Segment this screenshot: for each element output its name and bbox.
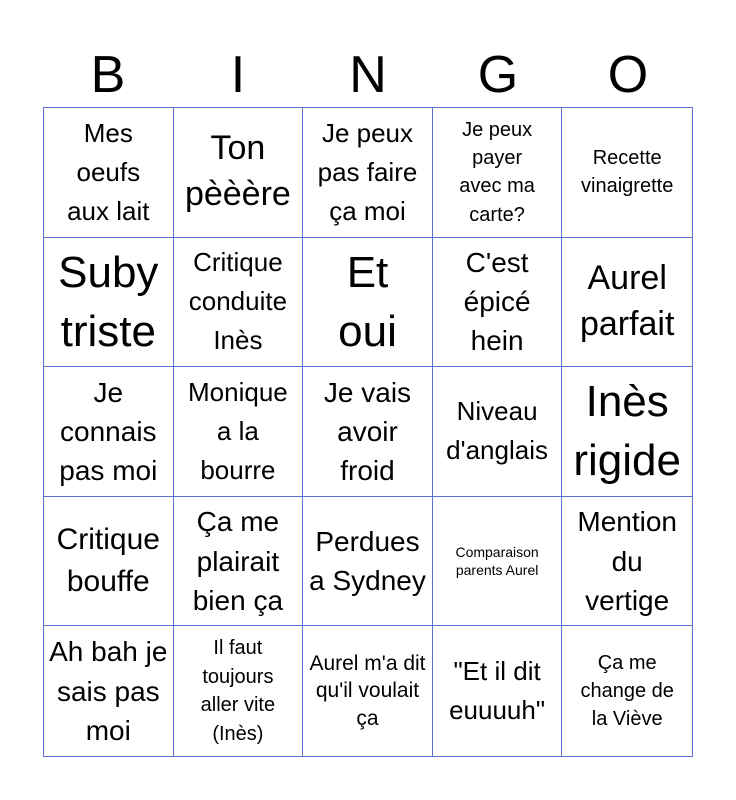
bingo-cell[interactable] xyxy=(433,238,563,368)
header-letter-o: O xyxy=(607,46,649,104)
cell-text: Aurel parfait xyxy=(579,259,675,343)
cell-text: Niveau d'anglais xyxy=(446,396,548,466)
bingo-cell[interactable] xyxy=(433,367,563,497)
cell-text: Critique bouffe xyxy=(56,523,160,599)
bingo-cell[interactable] xyxy=(433,108,563,238)
bingo-cell[interactable] xyxy=(562,497,692,627)
bingo-cell[interactable] xyxy=(562,626,692,756)
cell-text: Critique conduite Inès xyxy=(188,247,288,356)
cell-text: Ton pèèère xyxy=(184,129,291,214)
bingo-cell[interactable] xyxy=(44,238,174,368)
cell-text: Ça me change de la Viève xyxy=(580,651,674,731)
cell-text: Perdues a Sydney xyxy=(309,525,426,597)
header-letter-n: N xyxy=(349,46,387,104)
cell-text: Ah bah je sais pas moi xyxy=(49,636,168,746)
cell-text: Je peux payer avec ma carte? xyxy=(459,118,535,226)
bingo-cell[interactable] xyxy=(303,108,433,238)
bingo-cell[interactable] xyxy=(303,238,433,368)
cell-text: Mention du vertige xyxy=(577,506,677,616)
bingo-cell[interactable] xyxy=(174,626,304,756)
bingo-cell[interactable] xyxy=(174,108,304,238)
bingo-board xyxy=(43,107,693,757)
bingo-cell[interactable] xyxy=(174,238,304,368)
bingo-cell[interactable] xyxy=(433,497,563,627)
cell-text: Aurel m'a dit qu'il voulait ça xyxy=(309,651,426,731)
bingo-cell[interactable] xyxy=(174,367,304,497)
cell-text: Comparaison parents Aurel xyxy=(455,543,539,579)
bingo-cell[interactable] xyxy=(174,497,304,627)
bingo-cell[interactable] xyxy=(303,497,433,627)
bingo-cell[interactable] xyxy=(562,108,692,238)
cell-text: C'est épicé hein xyxy=(463,247,531,357)
header-letter-b: B xyxy=(90,46,126,104)
cell-text: Je vais avoir froid xyxy=(323,376,412,487)
cell-text: Et oui xyxy=(338,247,397,356)
cell-text: Monique a la bourre xyxy=(188,376,288,485)
bingo-cell[interactable] xyxy=(44,108,174,238)
cell-text: "Et il dit euuuuh" xyxy=(449,656,546,726)
cell-text: Je connais pas moi xyxy=(59,376,158,487)
bingo-cell[interactable] xyxy=(433,626,563,756)
cell-text: Mes oeufs aux lait xyxy=(67,117,150,226)
cell-text: Suby triste xyxy=(58,247,159,356)
header-letter-g: G xyxy=(477,46,519,104)
bingo-cell[interactable] xyxy=(303,367,433,497)
bingo-cell[interactable] xyxy=(562,367,692,497)
bingo-cell[interactable] xyxy=(562,238,692,368)
bingo-cell[interactable] xyxy=(44,367,174,497)
cell-text: Il faut toujours aller vite (Inès) xyxy=(200,637,276,745)
bingo-cell[interactable] xyxy=(44,497,174,627)
cell-text: Inès rigide xyxy=(573,377,681,486)
cell-text: Recette vinaigrette xyxy=(581,146,674,198)
header-letter-i: I xyxy=(230,46,246,104)
cell-text: Ça me plairait bien ça xyxy=(192,506,284,616)
bingo-cell[interactable] xyxy=(44,626,174,756)
cell-text: Je peux pas faire ça moi xyxy=(317,117,418,226)
bingo-cell[interactable] xyxy=(303,626,433,756)
bingo-header xyxy=(43,44,693,106)
